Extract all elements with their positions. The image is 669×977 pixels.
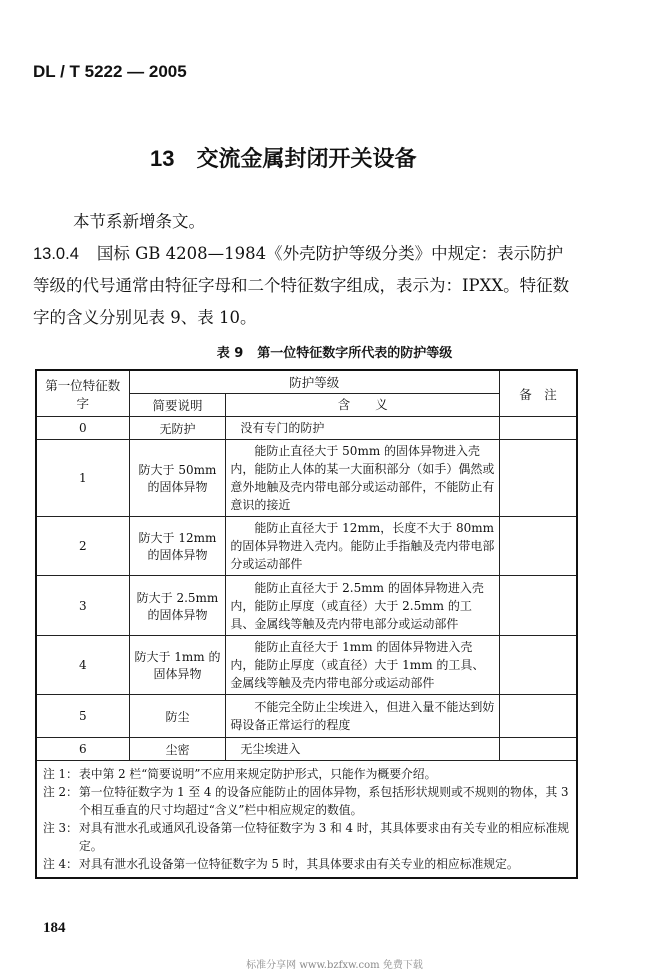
cell-brief: 防大于 1mm 的固体异物 [129,636,226,695]
cell-digit: 1 [36,440,129,517]
cell-remark [500,738,577,761]
table-note [43,783,570,819]
table-notes [36,761,577,879]
note-label: 注 3： [43,821,78,835]
protection-table [35,369,578,879]
watermark: 标准分享网 www.bzfxw.com 免费下载 [246,960,423,971]
table-row [36,440,577,517]
chapter-title: 交流金属封闭开关设备 [196,147,417,172]
clause-paragraph [33,238,578,334]
cell-digit: 5 [36,695,129,738]
cell-meaning: 无尘埃进入 [226,738,500,761]
table-note [43,855,570,873]
note-text: 第一位特征数字为 1 至 4 的设备应能防止的固体异物，系包括形状规则或不规则的物体，其 3 个相互垂直的尺寸均超过“含义”栏中相应规定的数值。 [79,785,569,817]
clause-number: 13.0.4 [33,245,79,263]
standard-code: DL / T 5222 — 2005 [33,62,187,81]
page-number: 184 [43,920,66,936]
cell-brief: 防大于 2.5mm 的固体异物 [129,576,226,636]
cell-remark [500,417,577,440]
chapter-heading [150,142,417,173]
table-row [36,695,577,738]
cell-brief: 防大于 50mm 的固体异物 [129,440,226,517]
cell-digit: 6 [36,738,129,761]
cell-remark [500,636,577,695]
table-number: 表 9 [216,346,244,361]
table-row [36,517,577,576]
header-brief: 简要说明 [129,394,226,417]
table-note [43,819,570,855]
note-label: 注 4： [43,857,78,871]
note-text: 表中第 2 栏“简要说明”不应用来规定防护形式，只能作为概要介绍。 [79,767,437,781]
table-row [36,576,577,636]
note-label: 注 2： [43,785,78,799]
table-notes-row [36,761,577,879]
cell-meaning: 能防止直径大于 1mm 的固体异物进入壳内，能防止厚度（或直径）大于 1mm 的工具、金属线等触及壳内带电部分或运动部件 [226,636,500,695]
clause-text: 国标 GB 4208—1984《外壳防护等级分类》中规定：表示防护等级的代号通常由特征字母和二个特征数字组成，表示为：IPXX。特征数字的含义分别见表 9、表 10。 [33,244,570,327]
header-digit: 第一位特征数字 [36,370,129,417]
table-caption [0,342,669,361]
cell-remark [500,440,577,517]
cell-meaning: 能防止直径大于 12mm，长度不大于 80mm 的固体异物进入壳内。能防止手指触及壳内带电部分或运动部件 [226,517,500,576]
table-row [36,636,577,695]
cell-digit: 2 [36,517,129,576]
header-protection: 防护等级 [129,370,499,394]
header-meaning: 含 义 [226,394,500,417]
table-header-row [36,370,577,394]
note-text: 对具有泄水孔或通风孔设备第一位特征数字为 3 和 4 时，其具体要求由有关专业的相应标准规定。 [79,821,570,853]
cell-meaning: 没有专门的防护 [226,417,500,440]
cell-digit: 4 [36,636,129,695]
cell-remark [500,695,577,738]
note-label: 注 1： [43,767,78,781]
table-title: 第一位特征数字所代表的防护等级 [257,346,453,361]
table-note [43,765,570,783]
cell-remark [500,517,577,576]
cell-brief: 无防护 [129,417,226,440]
table-row [36,417,577,440]
cell-brief: 防尘 [129,695,226,738]
cell-digit: 3 [36,576,129,636]
cell-digit: 0 [36,417,129,440]
chapter-number: 13 [150,146,175,171]
table-row [36,738,577,761]
cell-brief: 尘密 [129,738,226,761]
cell-meaning: 能防止直径大于 50mm 的固体异物进入壳内，能防止人体的某一大面积部分（如手）偶然或意外地触及壳内带电部分或运动部件，不能防止有意识的接近 [226,440,500,517]
cell-meaning: 能防止直径大于 2.5mm 的固体异物进入壳内，能防止厚度（或直径）大于 2.5mm 的工具、金属线等触及壳内带电部分或运动部件 [226,576,500,636]
cell-brief: 防大于 12mm 的固体异物 [129,517,226,576]
note-text: 对具有泄水孔设备第一位特征数字为 5 时，其具体要求由有关专业的相应标准规定。 [79,857,519,871]
cell-remark [500,576,577,636]
header-remark: 备 注 [500,370,577,417]
intro-paragraph: 本节系新增条文。 [73,212,205,231]
table-body [36,417,577,761]
cell-meaning: 不能完全防止尘埃进入，但进入量不能达到妨碍设备正常运行的程度 [226,695,500,738]
